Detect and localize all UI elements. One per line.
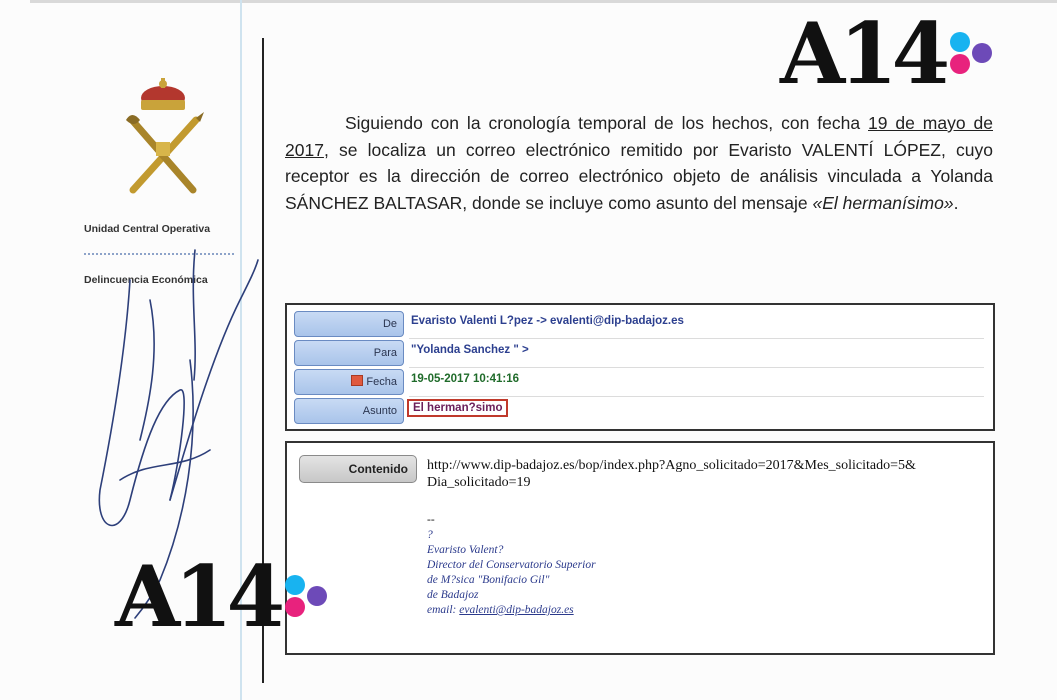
to-value: "Yolanda Sanchez " > <box>411 344 529 356</box>
signature-role-1: Director del Conservatorio Superior <box>427 559 596 571</box>
email-signature <box>427 513 596 618</box>
signature-name: Evaristo Valent? <box>427 544 504 556</box>
email-content-box <box>285 441 995 655</box>
unit-title: Unidad Central Operativa <box>84 223 211 235</box>
paragraph-date: 19 de mayo de 2017 <box>285 113 993 160</box>
page-top-edge <box>30 0 1057 3</box>
from-value: Evaristo Valenti L?pez -> evalenti@dip-badajoz.es <box>411 315 684 327</box>
date-label <box>294 369 404 395</box>
email-header-box <box>285 303 995 431</box>
signature-mark: ? <box>427 529 433 541</box>
content-url-line1: http://www.dip-badajoz.es/bop/index.php?Agno_solicitado=2017&Mes_solicitado=5& <box>427 458 916 473</box>
paragraph-middle: , se localiza un correo electrónico remitido por Evaristo VALENTÍ LÓPEZ, cuyo receptor es la dirección de correo electrónico objeto de análisis vinculada a Yolanda SÁNCHEZ BALTASAR, donde se incluye como asunto del mensaje <box>285 139 993 213</box>
subject-value: El herman?simo <box>407 399 508 417</box>
a14-logo-watermark-text: A14 <box>115 547 280 646</box>
to-label: Para <box>294 340 404 366</box>
calendar-icon <box>351 375 363 386</box>
subject-label: Asunto <box>294 398 404 424</box>
email-header-row-date <box>294 369 984 397</box>
a14-logo-dots-icon <box>948 30 994 84</box>
email-header-row-subject <box>294 398 984 426</box>
a14-logo <box>780 4 994 103</box>
signature-email-link[interactable]: evalenti@dip-badajoz.es <box>459 604 574 616</box>
content-url <box>427 457 987 491</box>
guardia-civil-crest-icon <box>118 72 208 202</box>
email-header-row-from <box>294 311 984 339</box>
signature-email-line <box>427 603 596 618</box>
a14-logo-text: A14 <box>780 4 945 103</box>
unit-subtitle: Delincuencia Económica <box>84 274 208 286</box>
signature-role-2: de M?sica "Bonifacio Gil" <box>427 574 550 586</box>
a14-logo-watermark <box>115 547 329 646</box>
date-label-text: Fecha <box>366 376 397 388</box>
content-label: Contenido <box>299 455 417 483</box>
signature-role-3: de Badajoz <box>427 589 479 601</box>
email-header-row-to <box>294 340 984 368</box>
paragraph-end: . <box>953 192 959 213</box>
date-value: 19-05-2017 10:41:16 <box>411 373 520 385</box>
body-paragraph <box>285 110 993 216</box>
content-url-line2: Dia_solicitado=19 <box>427 475 531 490</box>
signature-separator: -- <box>427 514 435 526</box>
from-label: De <box>294 311 404 337</box>
signature-email-label: email: <box>427 604 460 616</box>
a14-logo-watermark-dots-icon <box>283 573 329 627</box>
paragraph-lead: Siguiendo con la cronología temporal de los hechos, con fecha <box>345 113 868 133</box>
paragraph-subject-quote: «El hermanísimo» <box>812 192 954 213</box>
